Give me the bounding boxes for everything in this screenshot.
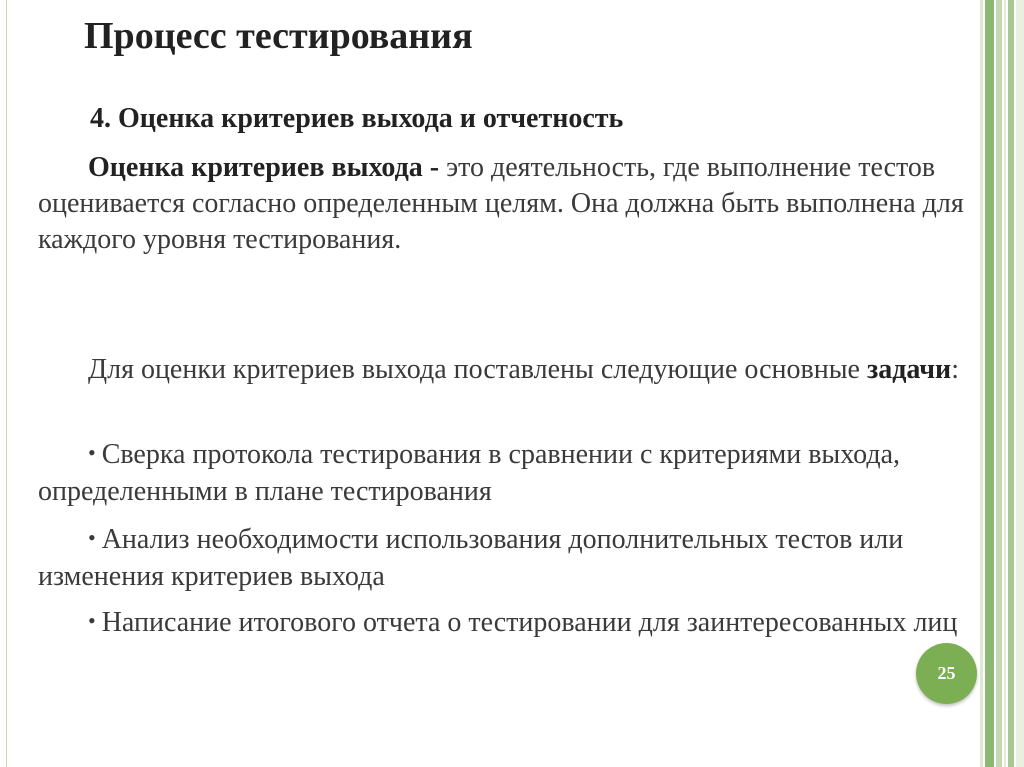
- definition-term: Оценка критериев выхода: [88, 152, 423, 183]
- tasks-intro-paragraph: [38, 352, 968, 388]
- frame-stripe: [1004, 0, 1006, 767]
- bullet-text: Сверка протокола тестирования в сравнении с критериями выхода, определенными в плане тестирования: [38, 439, 901, 507]
- frame-stripe: [1016, 0, 1024, 767]
- bullet-item: [38, 522, 968, 595]
- page-number-badge: 25: [916, 643, 977, 704]
- bullet-icon: •: [88, 525, 96, 550]
- tasks-intro-bold: задачи: [866, 354, 952, 385]
- frame-stripe: [996, 0, 1002, 767]
- slide-title: Процесс тестирования: [84, 15, 473, 57]
- frame-stripe: [985, 0, 994, 767]
- section-heading: 4. Оценка критериев выхода и отчетность: [90, 103, 624, 134]
- frame-stripe: [1008, 0, 1014, 767]
- definition-paragraph: [38, 150, 968, 258]
- frame-stripe: [980, 0, 983, 767]
- bullet-item: [38, 605, 968, 642]
- bullet-icon: •: [88, 608, 96, 633]
- bullet-text: Написание итогового отчета о тестировании для заинтересованных лиц: [101, 607, 958, 638]
- tasks-intro-text: Для оценки критериев выхода поставлены следующие основные: [88, 354, 867, 385]
- bullet-icon: •: [88, 440, 96, 465]
- bullet-item: [38, 437, 968, 510]
- definition-text: это деятельность, где выполнение тестов оценивается согласно определенным целям. Она должна быть выполнена для каждого уровня тестирования.: [38, 152, 964, 255]
- bullet-text: Анализ необходимости использования дополнительных тестов или изменения критериев выхода: [38, 524, 904, 592]
- tasks-intro-tail: :: [951, 354, 959, 385]
- right-decorative-frame: [980, 0, 1024, 767]
- left-border-line: [6, 0, 7, 767]
- definition-dash: -: [422, 152, 447, 183]
